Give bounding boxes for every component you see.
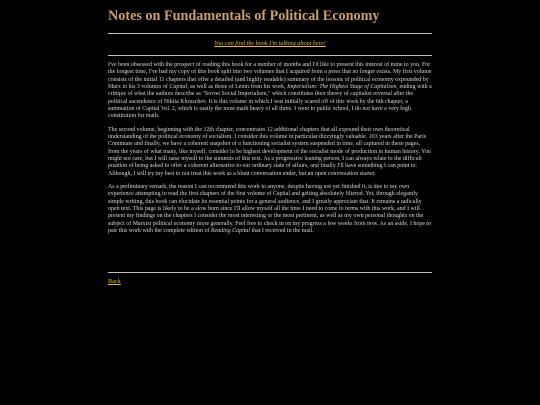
page-title: Notes on Fundamentals of Political Economy (108, 8, 380, 24)
paragraph-text: I've been obsessed with the prospect of reading this book for a number of months and I'd like to present this interest of mine to you. For the longest time, I've had my copy of this book split into two volumes that I acquired from a press that no longer exists. My first volume consists of the initial 11 chapters that offer a detailed (and highly readable) summary of the lessons of political economy expounded by Marx in his 3 volumes of (108, 62, 432, 91)
back-link[interactable]: Back (108, 278, 121, 285)
paragraph-text: , ending with a critique of what the authors describe as "Soviet Social Imperialism," which constitutes their theory of capitalist reversal after the political ascendence of Nikita Khruschev. It is this volume in which I was initially scared off of this work by the 6th chapter, a summation of Capital Vol. 2, which is easily the most math heavy of all three. I went to public school, I do not have a very high constitution for math. (108, 84, 432, 120)
book-link[interactable]: You can find the book I'm talking about here! (214, 40, 326, 47)
paragraph-text: The second volume, beginning with the 12th chapter, concentrates 12 additional chapters that all expound their own theoretical understanding of the political economy of socialism. I consider this volume in particular dizzyingly valuable. 103 years after the Paris Commune and finally, we have a coherent snapshot of a functioning socialist system suspended in time, all captured in these pages, from the years of what many, like myself, consider to be highest development of the socialist mode of production in human history. You might not care, but I will raise myself to the summits of this text. As a progressive leaning person, I can always relate to the difficult position of being asked to offer a coherent alternative to our ordinary state of affairs, and finally I'll have something I can point to. Although, I will try my best to not treat this work as a blunt conversation ender, but an open conversation starter. (108, 126, 431, 177)
paragraph-text: As a preliminary remark, the reason I can recommend this work to anyone, despite having not yet finished it, is due to my own experience attempting to read the first chapters of the first volume of Capital and getting absolutely filtered. Yet, through elegantly simple writing, this book can elucidate its essential points for a general audience, and I greatly appreciate that. It remains a radically open text. This page is likely to be a slow burn since I'll allow myself all the time I need to come to terms with this work, and I will present my findings on the chapters I consider the most interesting or the most pertinent, as well as my own personal thoughts on the subject of Marxist political economy more generally. Feel free to check in on my progress a few weeks from now. As an aside, I hope to pair this work with the complete edition of (108, 183, 432, 234)
italic-title: Imperialism: The Highest Stage of Capitalism (287, 84, 397, 91)
divider-bottom (108, 272, 432, 273)
divider-top (108, 33, 432, 34)
article-body (108, 62, 432, 241)
divider-below-link (108, 55, 432, 56)
paragraph-preliminary-remark (108, 184, 432, 235)
paragraph-second-volume (108, 127, 432, 178)
paragraph-intro (108, 62, 432, 121)
italic-title: Capital (169, 84, 188, 91)
paragraph-text: , as well as those of Lenin from his work, (187, 84, 288, 91)
paragraph-text: that I received in the mail. (250, 228, 314, 234)
italic-title: Reading Capital (210, 228, 250, 234)
